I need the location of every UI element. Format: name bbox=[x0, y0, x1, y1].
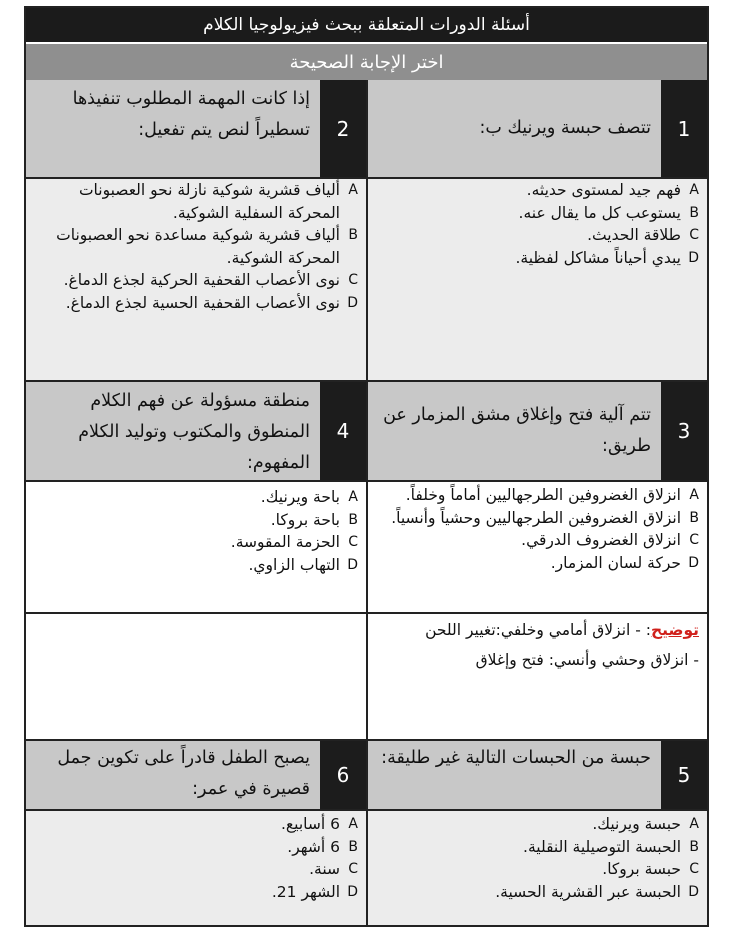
option-letter: D bbox=[347, 883, 358, 900]
option-a[interactable] bbox=[378, 179, 699, 202]
option-letter: C bbox=[689, 227, 699, 243]
option-c[interactable] bbox=[36, 269, 358, 292]
option-text: حركة لسان المزمار. bbox=[550, 553, 681, 572]
question-4-number: 4 bbox=[320, 382, 366, 480]
option-letter: C bbox=[348, 272, 358, 288]
option-b[interactable] bbox=[378, 836, 699, 859]
option-d[interactable] bbox=[378, 881, 699, 904]
question-6-header bbox=[26, 741, 366, 809]
option-letter: B bbox=[348, 511, 358, 528]
quiz-sheet bbox=[24, 6, 709, 927]
question-6-options bbox=[26, 811, 366, 925]
option-text: الشهر 21. bbox=[271, 882, 340, 901]
option-letter: A bbox=[689, 816, 699, 832]
option-c[interactable] bbox=[378, 224, 699, 247]
option-b[interactable] bbox=[36, 836, 358, 859]
row-divider bbox=[26, 480, 707, 482]
option-letter: B bbox=[348, 838, 358, 855]
option-text: سنة. bbox=[309, 860, 340, 878]
question-2-number: 2 bbox=[320, 80, 366, 177]
option-d[interactable] bbox=[36, 554, 358, 577]
option-text: يستوعب كل ما يقال عنه. bbox=[518, 203, 681, 222]
option-letter: C bbox=[689, 532, 699, 548]
row-divider bbox=[26, 612, 707, 614]
question-5-options bbox=[368, 811, 707, 925]
option-a[interactable] bbox=[374, 484, 699, 507]
question-6-text: يصبح الطفل قادراً على تكوين جمل قصيرة في عمر: bbox=[26, 741, 320, 809]
option-text: حبسة ويرنيك. bbox=[592, 815, 681, 833]
question-3-number: 3 bbox=[661, 382, 707, 480]
option-letter: B bbox=[689, 509, 699, 526]
option-text: ألياف قشرية شوكية نازلة نحو العصبونات المحركة السفلية الشوكية. bbox=[78, 181, 340, 222]
column-divider bbox=[366, 80, 368, 925]
question-1-text: تتصف حبسة ويرنيك ب: bbox=[368, 80, 661, 177]
option-letter: D bbox=[688, 249, 699, 266]
row-divider bbox=[26, 809, 707, 811]
note-label: توضيح bbox=[650, 621, 699, 639]
option-text: انزلاق الغضروف الدرقي. bbox=[521, 531, 681, 549]
page-title: أسئلة الدورات المتعلقة ببحث فيزيولوجيا الكلام bbox=[26, 8, 707, 42]
question-4-options bbox=[26, 482, 366, 612]
option-letter: A bbox=[689, 487, 699, 503]
option-c[interactable] bbox=[36, 531, 358, 554]
option-c[interactable] bbox=[36, 858, 358, 881]
option-text: الحبسة عبر القشرية الحسية. bbox=[495, 882, 681, 901]
row-divider bbox=[26, 380, 707, 382]
option-b[interactable] bbox=[378, 202, 699, 225]
option-a[interactable] bbox=[378, 813, 699, 836]
question-3-text: تتم آلية فتح وإغلاق مشق المزمار عن طريق: bbox=[368, 382, 661, 480]
option-d[interactable] bbox=[36, 292, 358, 315]
option-letter: C bbox=[348, 534, 358, 550]
option-text: الحزمة المقوسة. bbox=[230, 533, 340, 551]
option-a[interactable] bbox=[36, 813, 358, 836]
question-1-header bbox=[368, 80, 707, 177]
row-divider bbox=[26, 177, 707, 179]
option-letter: C bbox=[348, 861, 358, 877]
option-text: طلاقة الحديث. bbox=[587, 226, 681, 244]
question-2-text: إذا كانت المهمة المطلوب تنفيذها تسطيراً لنص يتم تفعيل: bbox=[26, 80, 320, 177]
option-text: باحة بروكا. bbox=[270, 510, 340, 529]
option-d[interactable] bbox=[374, 552, 699, 575]
note-line-1: : - انزلاق أمامي وخلفي:تغيير اللحن bbox=[425, 621, 651, 639]
question-5-text: حبسة من الحبسات التالية غير طليقة: bbox=[368, 741, 661, 809]
question-1-options bbox=[368, 179, 707, 380]
option-text: يبدي أحياناً مشاكل لفظية. bbox=[515, 248, 681, 267]
option-letter: A bbox=[348, 816, 358, 832]
option-text: باحة ويرنيك. bbox=[260, 488, 340, 506]
option-b[interactable] bbox=[374, 507, 699, 530]
option-a[interactable] bbox=[36, 179, 358, 224]
option-letter: A bbox=[689, 182, 699, 198]
option-a[interactable] bbox=[36, 486, 358, 509]
option-text: انزلاق الغضروفين الطرجهاليين أماماً وخلفاً. bbox=[405, 486, 681, 504]
option-letter: B bbox=[689, 838, 699, 855]
question-4-header bbox=[26, 382, 366, 480]
option-c[interactable] bbox=[374, 529, 699, 552]
option-letter: C bbox=[689, 861, 699, 877]
question-2-options bbox=[26, 179, 366, 380]
option-text: فهم جيد لمستوى حديثه. bbox=[526, 181, 681, 199]
option-letter: A bbox=[348, 489, 358, 505]
option-letter: D bbox=[688, 554, 699, 571]
option-b[interactable] bbox=[36, 224, 358, 269]
option-text: نوى الأعصاب القحفية الحركية لجذع الدماغ. bbox=[63, 271, 340, 289]
option-d[interactable] bbox=[378, 247, 699, 270]
option-d[interactable] bbox=[36, 881, 358, 904]
option-text: ألياف قشرية شوكية مساعدة نحو العصبونات المحركة الشوكية. bbox=[56, 226, 340, 267]
option-text: الحبسة التوصيلية النقلية. bbox=[523, 837, 681, 856]
instruction-banner: اختر الإجابة الصحيحة bbox=[26, 42, 707, 80]
option-text: 6 أسابيع. bbox=[281, 815, 340, 833]
option-letter: D bbox=[347, 294, 358, 311]
question-1-number: 1 bbox=[661, 80, 707, 177]
question-2-header bbox=[26, 80, 366, 177]
option-letter: B bbox=[689, 204, 699, 221]
question-3-options bbox=[368, 482, 707, 612]
option-letter: B bbox=[348, 227, 358, 243]
option-c[interactable] bbox=[378, 858, 699, 881]
question-6-number: 6 bbox=[320, 741, 366, 809]
option-text: 6 أشهر. bbox=[287, 837, 340, 856]
question-5-header bbox=[368, 741, 707, 809]
option-b[interactable] bbox=[36, 509, 358, 532]
option-letter: D bbox=[688, 883, 699, 900]
option-text: حبسة بروكا. bbox=[602, 860, 681, 878]
option-text: نوى الأعصاب القحفية الحسية لجذع الدماغ. bbox=[65, 293, 340, 312]
question-5-number: 5 bbox=[661, 741, 707, 809]
question-3-note bbox=[368, 614, 707, 739]
option-letter: D bbox=[347, 556, 358, 573]
row-divider bbox=[26, 739, 707, 741]
option-letter: A bbox=[348, 182, 358, 198]
option-text: انزلاق الغضروفين الطرجهاليين وحشياً وأنسياً. bbox=[391, 508, 681, 527]
question-4-text: منطقة مسؤولة عن فهم الكلام المنطوق والمكتوب وتوليد الكلام المفهوم: bbox=[26, 382, 320, 480]
question-3-header bbox=[368, 382, 707, 480]
option-text: التهاب الزاوي. bbox=[248, 555, 340, 574]
note-line-2: - انزلاق وحشي وأنسي: فتح وإغلاق bbox=[475, 651, 699, 669]
